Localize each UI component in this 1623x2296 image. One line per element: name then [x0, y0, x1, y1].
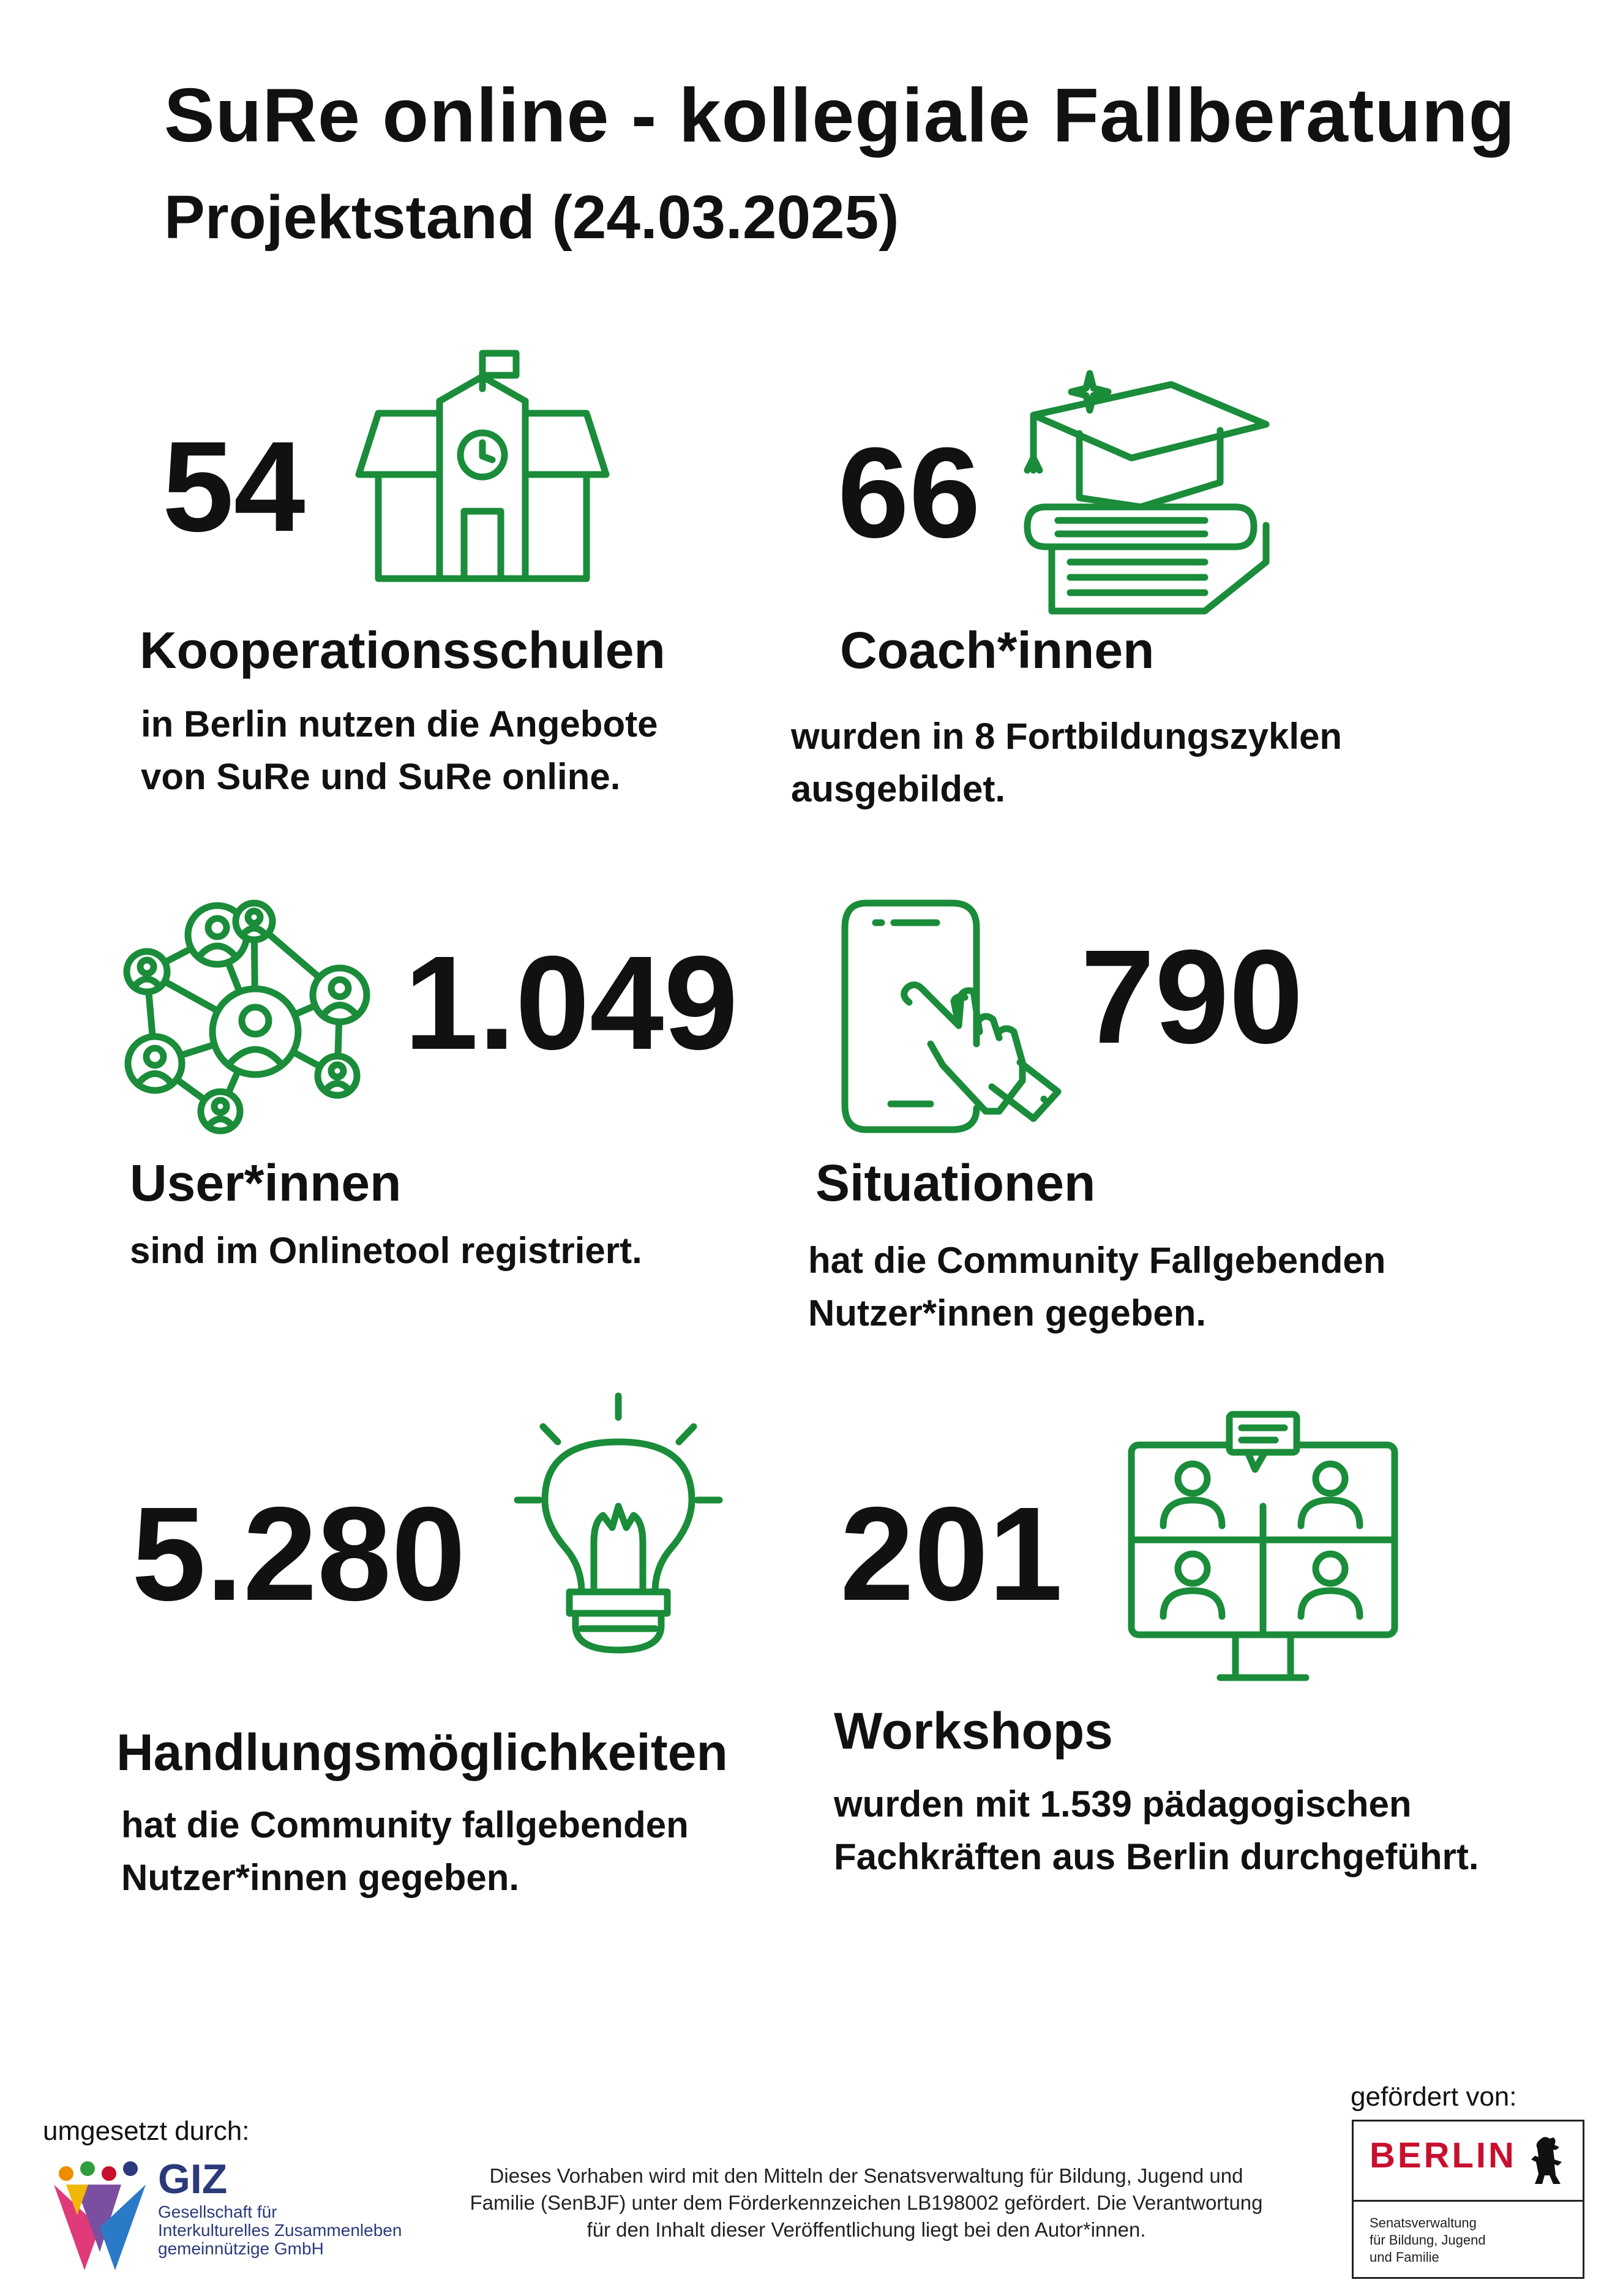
stat-desc-options	[121, 1799, 689, 1904]
berlin-subtitle	[1370, 2215, 1486, 2266]
stat-label-workshops: Workshops	[834, 1702, 1113, 1760]
stat-label-options: Handlungsmöglichkeiten	[116, 1724, 728, 1781]
stat-desc-line: wurden mit 1.539 pädagogischen	[834, 1784, 1412, 1825]
video-conference-icon	[1125, 1408, 1401, 1690]
stat-label-coaches: Coach*innen	[840, 621, 1155, 679]
page-title: SuRe online - kollegiale Fallberatung	[164, 73, 1516, 158]
stat-desc-line: von SuRe und SuRe online.	[141, 756, 621, 797]
stat-desc-line: Fachkräften aus Berlin durchgeführt.	[834, 1836, 1479, 1877]
lightbulb-icon	[505, 1384, 732, 1671]
smartphone-touch-icon	[839, 897, 1071, 1136]
stat-desc-line: Nutzer*innen gegeben.	[808, 1292, 1207, 1334]
stat-desc-workshops	[834, 1778, 1479, 1883]
giz-sub-line: gemeinnützige GmbH	[158, 2239, 324, 2258]
giz-name: GIZ	[158, 2156, 228, 2202]
stat-desc-coaches	[791, 710, 1342, 816]
implemented-by-label: umgesetzt durch:	[43, 2116, 250, 2146]
funding-line: Familie (SenBJF) unter dem Förderkennzeichen LB198002 gefördert. Die Verantwortung	[470, 2191, 1263, 2214]
funding-notice	[429, 2163, 1304, 2243]
stat-number-coaches: 66	[838, 421, 981, 565]
berlin-bear-icon	[1526, 2135, 1569, 2191]
stat-desc-line: ausgebildet.	[791, 768, 1006, 809]
giz-sub-line: Interkulturelles Zusammenleben	[158, 2221, 402, 2240]
stat-desc-users	[130, 1225, 642, 1277]
stat-desc-line: sind im Onlinetool registriert.	[130, 1230, 642, 1271]
stat-number-options: 5.280	[132, 1480, 466, 1629]
stat-desc-line: hat die Community Fallgebenden	[808, 1240, 1386, 1281]
stat-number-situations: 790	[1081, 923, 1303, 1071]
network-users-icon	[113, 897, 370, 1142]
stat-desc-schools	[141, 698, 658, 803]
berlin-logo	[1352, 2120, 1584, 2279]
school-icon	[354, 346, 611, 585]
stat-number-users: 1.049	[404, 929, 738, 1078]
funded-by-label: gefördert von:	[1351, 2082, 1517, 2112]
funding-line: Dieses Vorhaben wird mit den Mitteln der Senatsverwaltung für Bildung, Jugend und	[489, 2164, 1243, 2187]
stat-desc-line: wurden in 8 Fortbildungszyklen	[791, 716, 1343, 757]
stat-desc-line: Nutzer*innen gegeben.	[121, 1857, 520, 1898]
giz-logo-icon	[48, 2160, 152, 2279]
giz-subtitle	[158, 2203, 402, 2258]
stat-label-users: User*innen	[130, 1154, 402, 1212]
stat-number-schools: 54	[162, 415, 305, 558]
berlin-sub-line: und Familie	[1370, 2249, 1439, 2265]
berlin-divider	[1354, 2200, 1583, 2202]
stat-label-situations: Situationen	[815, 1154, 1096, 1212]
funding-line: für den Inhalt dieser Veröffentlichung liegt bei den Autor*innen.	[587, 2218, 1146, 2241]
page-subtitle: Projektstand (24.03.2025)	[164, 183, 899, 252]
stat-desc-line: in Berlin nutzen die Angebote	[141, 703, 658, 745]
graduation-books-icon	[1021, 366, 1278, 623]
stat-desc-line: hat die Community fallgebenden	[121, 1804, 689, 1845]
giz-sub-line: Gesellschaft für	[158, 2202, 277, 2221]
stat-label-schools: Kooperationsschulen	[140, 621, 665, 679]
berlin-sub-line: Senatsverwaltung	[1370, 2215, 1477, 2230]
berlin-sub-line: für Bildung, Jugend	[1370, 2232, 1486, 2248]
stat-number-workshops: 201	[840, 1480, 1063, 1629]
stat-desc-situations	[808, 1234, 1385, 1340]
berlin-wordmark: BERLIN	[1370, 2136, 1516, 2175]
